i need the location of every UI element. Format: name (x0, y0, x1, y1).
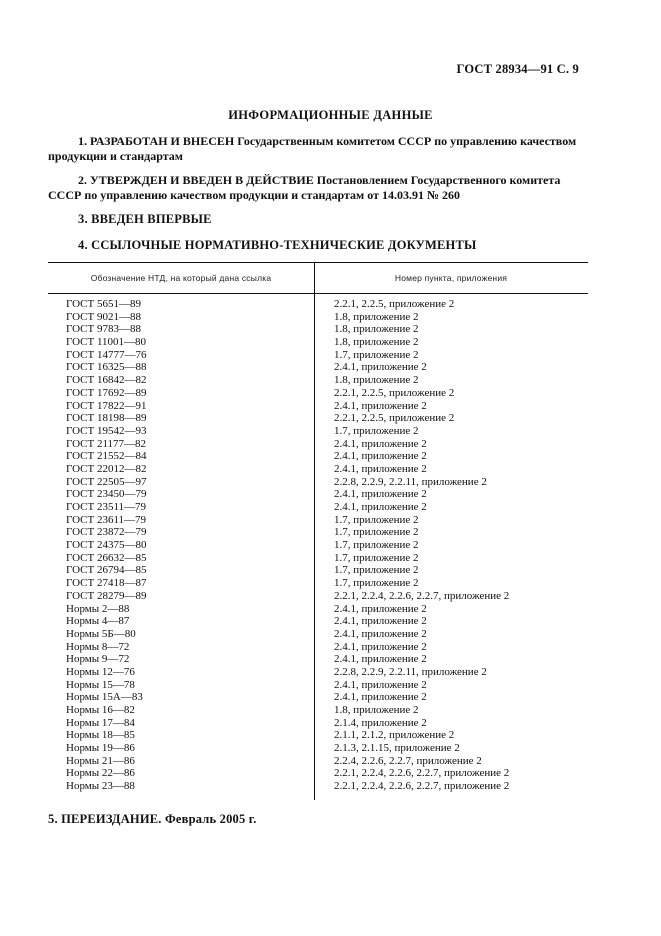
table-cell-document: ГОСТ 23450—79 (66, 488, 147, 501)
table-cell-clause: 2.4.1, приложение 2 (334, 615, 427, 628)
table-cell-document: ГОСТ 17822—91 (66, 399, 147, 412)
table-cell-clause: 2.4.1, приложение 2 (334, 640, 427, 653)
table-row (48, 400, 588, 413)
table-cell-document: Нормы 9—72 (66, 653, 130, 666)
table-cell-clause: 1.7, приложение 2 (334, 564, 419, 577)
table-cell-document: ГОСТ 22505—97 (66, 475, 147, 488)
table-cell-clause: 2.4.1, приложение 2 (334, 602, 427, 615)
table-cell-clause: 2.2.4, 2.2.6, 2.2.7, приложение 2 (334, 754, 482, 767)
table-row (48, 323, 588, 336)
table-cell-document: ГОСТ 22012—82 (66, 462, 147, 475)
table-cell-clause: 2.4.1, приложение 2 (334, 437, 427, 450)
table-cell-clause: 2.2.8, 2.2.9, 2.2.11, приложение 2 (334, 475, 487, 488)
table-row (48, 526, 588, 539)
table-cell-clause: 1.7, приложение 2 (334, 348, 419, 361)
table-row (48, 336, 588, 349)
table-cell-clause: 1.8, приложение 2 (334, 310, 419, 323)
table-cell-document: Нормы 12—76 (66, 665, 135, 678)
table-cell-document: ГОСТ 28279—89 (66, 589, 147, 602)
table-cell-document: ГОСТ 23872—79 (66, 526, 147, 539)
table-cell-clause: 2.1.4, приложение 2 (334, 716, 427, 729)
section-reference-documents: 4. ССЫЛОЧНЫЕ НОРМАТИВНО-ТЕХНИЧЕСКИЕ ДОКУМЕНТЫ (78, 238, 477, 252)
table-row (48, 476, 588, 489)
table-cell-document: ГОСТ 23611—79 (66, 513, 147, 526)
table-cell-clause: 2.1.3, 2.1.15, приложение 2 (334, 742, 460, 755)
table-cell-document: ГОСТ 24375—80 (66, 539, 147, 552)
reference-table (48, 262, 588, 802)
table-cell-clause: 2.4.1, приложение 2 (334, 627, 427, 640)
table-row (48, 552, 588, 565)
table-header-document: Обозначение НТД, на который дана ссылка (90, 273, 272, 283)
table-cell-document: Нормы 17—84 (66, 716, 135, 729)
table-cell-clause: 2.1.1, 2.1.2, приложение 2 (334, 729, 455, 742)
table-cell-document: ГОСТ 21552—84 (66, 450, 147, 463)
table-row (48, 603, 588, 616)
table-cell-clause: 2.4.1, приложение 2 (334, 488, 427, 501)
table-row (48, 349, 588, 362)
page-header-doc-ref: ГОСТ 28934—91 С. 9 (456, 62, 579, 76)
table-row (48, 577, 588, 590)
table-row (48, 641, 588, 654)
table-row (48, 387, 588, 400)
table-cell-clause: 1.7, приложение 2 (334, 551, 419, 564)
paragraph-developed-lead: 1. РАЗРАБОТАН И ВНЕСЕН (78, 134, 235, 148)
section-reissue: 5. ПЕРЕИЗДАНИЕ. Февраль 2005 г. (48, 812, 257, 826)
table-row (48, 539, 588, 552)
table-cell-document: ГОСТ 9021—88 (66, 310, 141, 323)
table-row (48, 666, 588, 679)
table-row (48, 298, 588, 311)
table-cell-document: Нормы 18—85 (66, 729, 135, 742)
table-cell-document: ГОСТ 26632—85 (66, 551, 147, 564)
table-cell-clause: 2.4.1, приложение 2 (334, 450, 427, 463)
table-cell-document: ГОСТ 21177—82 (66, 437, 147, 450)
table-cell-clause: 2.2.1, 2.2.4, 2.2.6, 2.2.7, приложение 2 (334, 780, 510, 793)
table-cell-clause: 1.7, приложение 2 (334, 577, 419, 590)
table-row (48, 742, 588, 755)
table-row (48, 704, 588, 717)
table-row (48, 311, 588, 324)
table-cell-clause: 1.7, приложение 2 (334, 513, 419, 526)
table-row (48, 590, 588, 603)
table-cell-clause: 1.7, приложение 2 (334, 539, 419, 552)
table-cell-document: Нормы 19—86 (66, 742, 135, 755)
table-cell-document: ГОСТ 9783—88 (66, 323, 141, 336)
section-first-introduced: 3. ВВЕДЕН ВПЕРВЫЕ (78, 212, 212, 226)
table-row (48, 450, 588, 463)
table-cell-document: ГОСТ 16842—82 (66, 374, 147, 387)
table-row (48, 425, 588, 438)
table-row (48, 691, 588, 704)
table-row (48, 463, 588, 476)
table-cell-clause: 1.8, приложение 2 (334, 704, 419, 716)
table-cell-document: Нормы 8—72 (66, 640, 130, 653)
table-cell-document: ГОСТ 14777—76 (66, 348, 147, 361)
paragraph-developed-text: Государственным комитетом СССР по управлению качеством продукции и стандартам (48, 134, 577, 163)
table-header-clause: Номер пункта, приложения (394, 273, 508, 283)
table-cell-clause: 2.2.8, 2.2.9, 2.2.11, приложение 2 (334, 665, 487, 678)
table-row (48, 755, 588, 768)
table-cell-clause: 2.4.1, приложение 2 (334, 462, 427, 475)
table-cell-document: Нормы 15А—83 (66, 691, 143, 704)
table-cell-clause: 1.7, приложение 2 (334, 424, 419, 437)
paragraph-approved-lead: 2. УТВЕРЖДЕН И ВВЕДЕН В ДЕЙСТВИЕ (78, 173, 314, 187)
table-top-rule (48, 262, 588, 263)
table-row (48, 729, 588, 742)
table-row (48, 438, 588, 451)
table-cell-clause: 2.4.1, приложение 2 (334, 678, 427, 691)
table-row (48, 564, 588, 577)
table-cell-clause: 2.4.1, приложение 2 (334, 361, 427, 374)
table-row (48, 767, 588, 780)
table-cell-document: Нормы 21—86 (66, 754, 135, 767)
table-cell-document: Нормы 5Б—80 (66, 627, 136, 640)
table-cell-document: ГОСТ 27418—87 (66, 577, 147, 590)
table-row (48, 488, 588, 501)
table-row (48, 628, 588, 641)
table-cell-document: ГОСТ 26794—85 (66, 564, 147, 577)
table-cell-clause: 2.4.1, приложение 2 (334, 691, 427, 704)
table-cell-document: Нормы 16—82 (66, 704, 135, 716)
table-cell-document: Нормы 22—86 (66, 767, 135, 780)
table-cell-document: ГОСТ 16325—88 (66, 361, 147, 374)
table-row (48, 412, 588, 425)
table-cell-clause: 1.8, приложение 2 (334, 336, 419, 349)
table-row (48, 514, 588, 527)
table-cell-document: ГОСТ 23511—79 (66, 501, 147, 513)
table-cell-document: Нормы 4—87 (66, 615, 130, 628)
table-cell-clause: 1.8, приложение 2 (334, 374, 419, 387)
table-row (48, 374, 588, 387)
table-cell-document: ГОСТ 19542—93 (66, 424, 147, 437)
table-row (48, 717, 588, 730)
table-cell-document: ГОСТ 11001—80 (66, 336, 147, 349)
table-cell-document: Нормы 15—78 (66, 678, 135, 691)
table-row (48, 780, 588, 793)
paragraph-developed (48, 134, 588, 164)
table-cell-clause: 2.4.1, приложение 2 (334, 399, 427, 412)
table-cell-document: ГОСТ 18198—89 (66, 412, 147, 425)
table-cell-document: Нормы 23—88 (66, 780, 135, 793)
table-cell-clause: 2.4.1, приложение 2 (334, 501, 427, 513)
table-cell-document: ГОСТ 5651—89 (66, 298, 141, 310)
paragraph-approved-text: Постановлением Государственного комитета СССР по управлению качеством продукции и стандартам от 14.03.91 № 260 (48, 173, 561, 202)
table-row (48, 615, 588, 628)
table-cell-clause: 2.2.1, 2.2.4, 2.2.6, 2.2.7, приложение 2 (334, 767, 510, 780)
table-row (48, 361, 588, 374)
table-cell-document: Нормы 2—88 (66, 602, 130, 615)
page-title: ИНФОРМАЦИОННЫЕ ДАННЫЕ (228, 108, 433, 122)
table-cell-clause: 2.2.1, 2.2.5, приложение 2 (334, 386, 455, 399)
paragraph-approved (48, 173, 588, 203)
table-row (48, 679, 588, 692)
table-cell-clause: 2.2.1, 2.2.5, приложение 2 (334, 298, 455, 310)
table-cell-document: ГОСТ 17692—89 (66, 386, 147, 399)
table-body (48, 298, 588, 793)
table-header-rule (48, 293, 588, 294)
table-cell-clause: 2.4.1, приложение 2 (334, 653, 427, 666)
table-row (48, 501, 588, 514)
table-cell-clause: 1.8, приложение 2 (334, 323, 419, 336)
table-cell-clause: 2.2.1, 2.2.5, приложение 2 (334, 412, 455, 425)
table-cell-clause: 1.7, приложение 2 (334, 526, 419, 539)
table-cell-clause: 2.2.1, 2.2.4, 2.2.6, 2.2.7, приложение 2 (334, 589, 510, 602)
table-row (48, 653, 588, 666)
